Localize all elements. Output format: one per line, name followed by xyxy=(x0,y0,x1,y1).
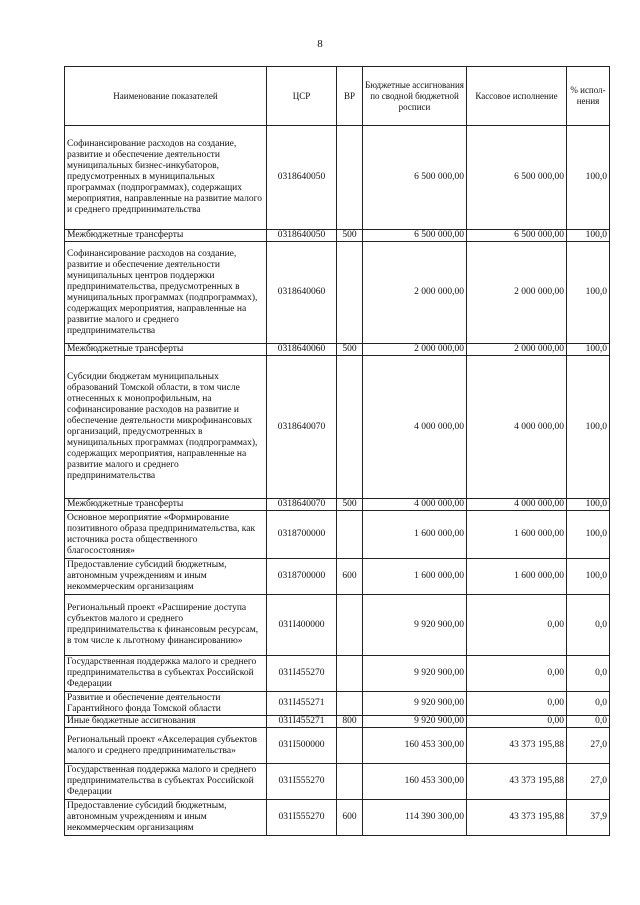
table-row xyxy=(65,728,610,764)
row-vr: 500 xyxy=(337,344,363,356)
row-vr: 600 xyxy=(337,559,363,595)
row-vr xyxy=(337,595,363,656)
page-number: 8 xyxy=(317,38,323,50)
table-row xyxy=(65,595,610,656)
row-vr xyxy=(337,764,363,800)
row-assignments: 4 000 000,00 xyxy=(363,499,467,511)
header-name: Наименование показателей xyxy=(65,67,267,126)
header-vr: ВР xyxy=(337,67,363,126)
row-csr: 031I400000 xyxy=(267,595,337,656)
row-assignments: 160 453 300,00 xyxy=(363,728,467,764)
row-assignments: 2 000 000,00 xyxy=(363,344,467,356)
row-cash-execution: 0,00 xyxy=(467,595,567,656)
header-percent: % испол-нения xyxy=(567,67,610,126)
row-cash-execution: 2 000 000,00 xyxy=(467,344,567,356)
row-assignments: 9 920 900,00 xyxy=(363,716,467,728)
row-csr: 031I500000 xyxy=(267,728,337,764)
row-cash-execution: 6 500 000,00 xyxy=(467,126,567,230)
table-row xyxy=(65,230,610,242)
row-cash-execution: 4 000 000,00 xyxy=(467,356,567,499)
row-vr: 500 xyxy=(337,499,363,511)
row-name: Софинансирование расходов на создание, развитие и обеспечение деятельности муниципальных бизнес-инкубаторов, предусмотренных в муниципальных программах (подпрограммах), содержащих мероприятия, направленные на развитие малого и среднего предпринимательства xyxy=(65,126,267,230)
header-csr: ЦСР xyxy=(267,67,337,126)
row-name: Субсидии бюджетам муниципальных образований Томской области, в том числе отнесенных к монопрофильным, на софинансирование расходов на развитие и обеспечение деятельности микрофинансовых организаций, предусмотренных в муниципальных программах (подпрограммах), содержащих мероприятия, направленные на развитие малого и среднего предпринимательства xyxy=(65,356,267,499)
row-vr xyxy=(337,728,363,764)
row-percent: 0,0 xyxy=(567,656,610,692)
row-csr: 031I555270 xyxy=(267,764,337,800)
row-name: Межбюджетные трансферты xyxy=(65,344,267,356)
row-percent: 0,0 xyxy=(567,595,610,656)
table-row xyxy=(65,764,610,800)
table-row xyxy=(65,656,610,692)
row-name: Межбюджетные трансферты xyxy=(65,230,267,242)
row-percent: 100,0 xyxy=(567,126,610,230)
row-vr xyxy=(337,511,363,559)
row-vr: 800 xyxy=(337,716,363,728)
row-name: Предоставление субсидий бюджетным, автономным учреждениям и иным некоммерческим организациям xyxy=(65,559,267,595)
row-percent: 100,0 xyxy=(567,559,610,595)
row-cash-execution: 6 500 000,00 xyxy=(467,230,567,242)
table-row xyxy=(65,511,610,559)
row-cash-execution: 0,00 xyxy=(467,716,567,728)
row-name: Предоставление субсидий бюджетным, автономным учреждениям и иным некоммерческим организациям xyxy=(65,800,267,836)
row-assignments: 1 600 000,00 xyxy=(363,559,467,595)
row-csr: 031I455271 xyxy=(267,716,337,728)
row-csr: 0318700000 xyxy=(267,511,337,559)
row-percent: 100,0 xyxy=(567,242,610,344)
table-row xyxy=(65,800,610,836)
row-name: Софинансирование расходов на создание, развитие и обеспечение деятельности муниципальных центров поддержки предпринимательства, предусмотренных в муниципальных программах (подпрограммах), содержащих мероприятия, направленные на развитие малого и среднего предпринимательства xyxy=(65,242,267,344)
row-csr: 031I555270 xyxy=(267,800,337,836)
row-csr: 031I455271 xyxy=(267,692,337,716)
row-percent: 0,0 xyxy=(567,692,610,716)
row-cash-execution: 1 600 000,00 xyxy=(467,559,567,595)
row-percent: 100,0 xyxy=(567,511,610,559)
row-csr: 0318640070 xyxy=(267,356,337,499)
row-percent: 100,0 xyxy=(567,230,610,242)
row-assignments: 160 453 300,00 xyxy=(363,764,467,800)
row-name: Государственная поддержка малого и среднего предпринимательства в субъектах Российской Федерации xyxy=(65,764,267,800)
row-assignments: 9 920 900,00 xyxy=(363,692,467,716)
row-percent: 100,0 xyxy=(567,344,610,356)
row-vr xyxy=(337,242,363,344)
row-percent: 100,0 xyxy=(567,356,610,499)
row-vr xyxy=(337,356,363,499)
row-cash-execution: 0,00 xyxy=(467,692,567,716)
row-assignments: 2 000 000,00 xyxy=(363,242,467,344)
row-vr xyxy=(337,656,363,692)
row-csr: 0318640070 xyxy=(267,499,337,511)
row-vr xyxy=(337,126,363,230)
header-assignments: Бюджетные ассигнования по сводной бюджетной росписи xyxy=(363,67,467,126)
table-header-row xyxy=(65,67,610,126)
row-name: Межбюджетные трансферты xyxy=(65,499,267,511)
row-cash-execution: 0,00 xyxy=(467,656,567,692)
row-assignments: 6 500 000,00 xyxy=(363,230,467,242)
row-cash-execution: 1 600 000,00 xyxy=(467,511,567,559)
row-name: Региональный проект «Акселерация субъектов малого и среднего предпринимательства» xyxy=(65,728,267,764)
row-assignments: 114 390 300,00 xyxy=(363,800,467,836)
table-row xyxy=(65,344,610,356)
row-vr xyxy=(337,692,363,716)
row-assignments: 9 920 900,00 xyxy=(363,656,467,692)
table-row xyxy=(65,126,610,230)
budget-execution-table xyxy=(64,66,610,836)
row-vr: 500 xyxy=(337,230,363,242)
row-percent: 27,0 xyxy=(567,764,610,800)
row-name: Основное мероприятие «Формирование позитивного образа предпринимательства, как источника роста общественного благосостояния» xyxy=(65,511,267,559)
row-cash-execution: 2 000 000,00 xyxy=(467,242,567,344)
row-percent: 27,0 xyxy=(567,728,610,764)
row-percent: 37,9 xyxy=(567,800,610,836)
row-csr: 0318700000 xyxy=(267,559,337,595)
row-name: Государственная поддержка малого и среднего предпринимательства в субъектах Российской Федерации xyxy=(65,656,267,692)
row-csr: 031I455270 xyxy=(267,656,337,692)
row-vr: 600 xyxy=(337,800,363,836)
row-assignments: 6 500 000,00 xyxy=(363,126,467,230)
row-cash-execution: 43 373 195,88 xyxy=(467,728,567,764)
row-csr: 0318640050 xyxy=(267,126,337,230)
row-name: Региональный проект «Расширение доступа субъектов малого и среднего предпринимательства к финансовым ресурсам, в том числе к льготному финансированию» xyxy=(65,595,267,656)
row-cash-execution: 43 373 195,88 xyxy=(467,764,567,800)
row-assignments: 1 600 000,00 xyxy=(363,511,467,559)
table-row xyxy=(65,499,610,511)
row-percent: 0,0 xyxy=(567,716,610,728)
row-csr: 0318640050 xyxy=(267,230,337,242)
header-cash-execution: Кассовое исполнение xyxy=(467,67,567,126)
table-row xyxy=(65,559,610,595)
row-cash-execution: 4 000 000,00 xyxy=(467,499,567,511)
row-csr: 0318640060 xyxy=(267,242,337,344)
row-name: Развитие и обеспечение деятельности Гарантийного фонда Томской области xyxy=(65,692,267,716)
table-row xyxy=(65,692,610,716)
table-row xyxy=(65,716,610,728)
row-cash-execution: 43 373 195,88 xyxy=(467,800,567,836)
row-assignments: 9 920 900,00 xyxy=(363,595,467,656)
row-assignments: 4 000 000,00 xyxy=(363,356,467,499)
row-percent: 100,0 xyxy=(567,499,610,511)
table-row xyxy=(65,242,610,344)
row-csr: 0318640060 xyxy=(267,344,337,356)
table-row xyxy=(65,356,610,499)
row-name: Иные бюджетные ассигнования xyxy=(65,716,267,728)
